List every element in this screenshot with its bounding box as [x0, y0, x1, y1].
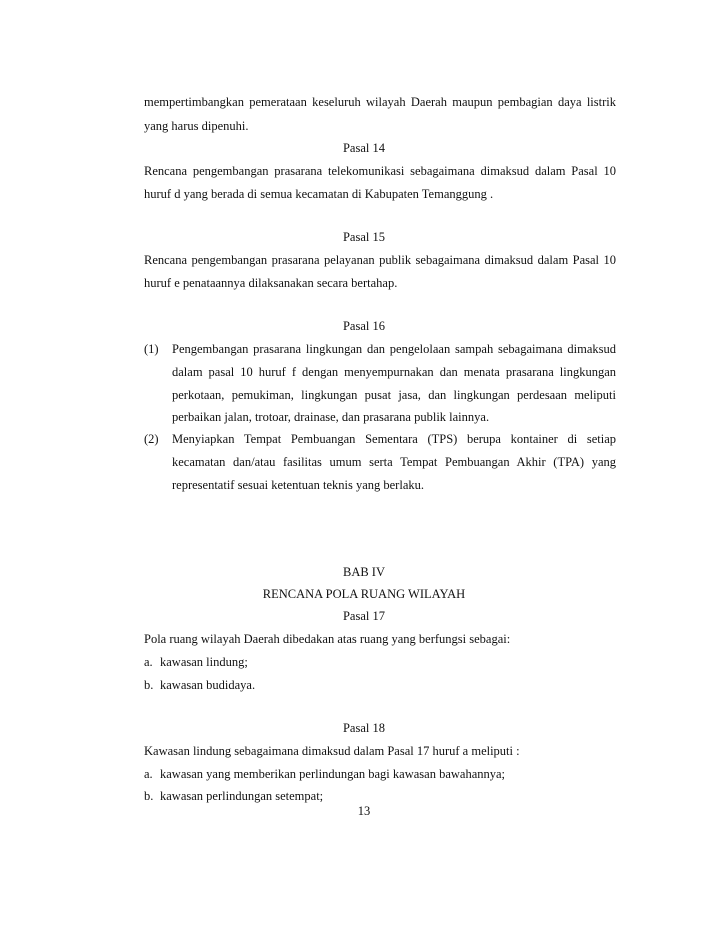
- pasal-16-item-2-number: (2): [144, 432, 159, 446]
- pasal-16-item-2-line-3: representatif sesuai ketentuan teknis yang berlaku.: [172, 478, 424, 492]
- bab-number: BAB IV: [342, 565, 386, 579]
- pasal-15-line-1: Rencana pengembangan prasarana pelayanan publik sebagaimana dimaksud dalam Pasal 10: [144, 253, 616, 267]
- page-number: 13: [357, 804, 371, 818]
- pasal-17-item-a-text: kawasan lindung;: [160, 655, 248, 669]
- pasal-15-line-2: huruf e penataannya dilaksanakan secara bertahap.: [144, 276, 398, 290]
- pasal-14-line-1: Rencana pengembangan prasarana telekomunikasi sebagaimana dimaksud dalam Pasal 10: [144, 164, 616, 178]
- pasal-14-line-2: huruf d yang berada di semua kecamatan di Kabupaten Temanggung .: [144, 187, 494, 201]
- pasal-16-item-2-line-1: Menyiapkan Tempat Pembuangan Sementara (TPS) berupa kontainer di setiap: [172, 432, 616, 446]
- pasal-16-item-1-line-2: dalam pasal 10 huruf f dengan menyempurnakan dan menata prasarana lingkungan: [172, 365, 616, 379]
- pasal-16-item-1-line-4: perbaikan jalan, trotoar, drainase, dan prasarana publik lainnya.: [172, 410, 490, 424]
- pasal-16-item-1-number: (1): [144, 342, 159, 356]
- pasal-17-item-a-label: a.: [144, 655, 153, 669]
- pasal-16-item-1-line-3: perkotaan, pemukiman, lingkungan pusat jasa, dan lingkungan perdesaan meliputi: [172, 388, 616, 402]
- pasal-14-heading: Pasal 14: [342, 141, 385, 155]
- pasal-18-item-b-label: b.: [144, 789, 154, 803]
- pasal-16-heading: Pasal 16: [342, 319, 385, 333]
- pasal-15-heading: Pasal 15: [342, 230, 385, 244]
- pasal-17-intro: Pola ruang wilayah Daerah dibedakan atas ruang yang berfungsi sebagai:: [144, 632, 511, 646]
- top-para-line-1: mempertimbangkan pemerataan keseluruh wilayah Daerah maupun pembagian daya listrik: [144, 95, 616, 109]
- pasal-18-heading: Pasal 18: [342, 721, 385, 735]
- pasal-16-item-1-line-1: Pengembangan prasarana lingkungan dan pengelolaan sampah sebagaimana dimaksud: [172, 342, 616, 356]
- pasal-18-item-a-label: a.: [144, 767, 153, 781]
- pasal-18-item-a-text: kawasan yang memberikan perlindungan bagi kawasan bawahannya;: [160, 767, 506, 781]
- pasal-18-item-b-text: kawasan perlindungan setempat;: [160, 789, 324, 803]
- pasal-18-intro: Kawasan lindung sebagaimana dimaksud dalam Pasal 17 huruf a meliputi :: [144, 744, 520, 758]
- pasal-17-item-b-text: kawasan budidaya.: [160, 678, 256, 692]
- pasal-16-item-2-line-2: kecamatan dan/atau fasilitas umum serta Tempat Pembuangan Akhir (TPA) yang: [172, 455, 616, 469]
- bab-title: RENCANA POLA RUANG WILAYAH: [262, 587, 466, 601]
- pasal-17-item-b-label: b.: [144, 678, 154, 692]
- top-para-line-2: yang harus dipenuhi.: [144, 119, 249, 133]
- pasal-17-heading: Pasal 17: [342, 609, 385, 623]
